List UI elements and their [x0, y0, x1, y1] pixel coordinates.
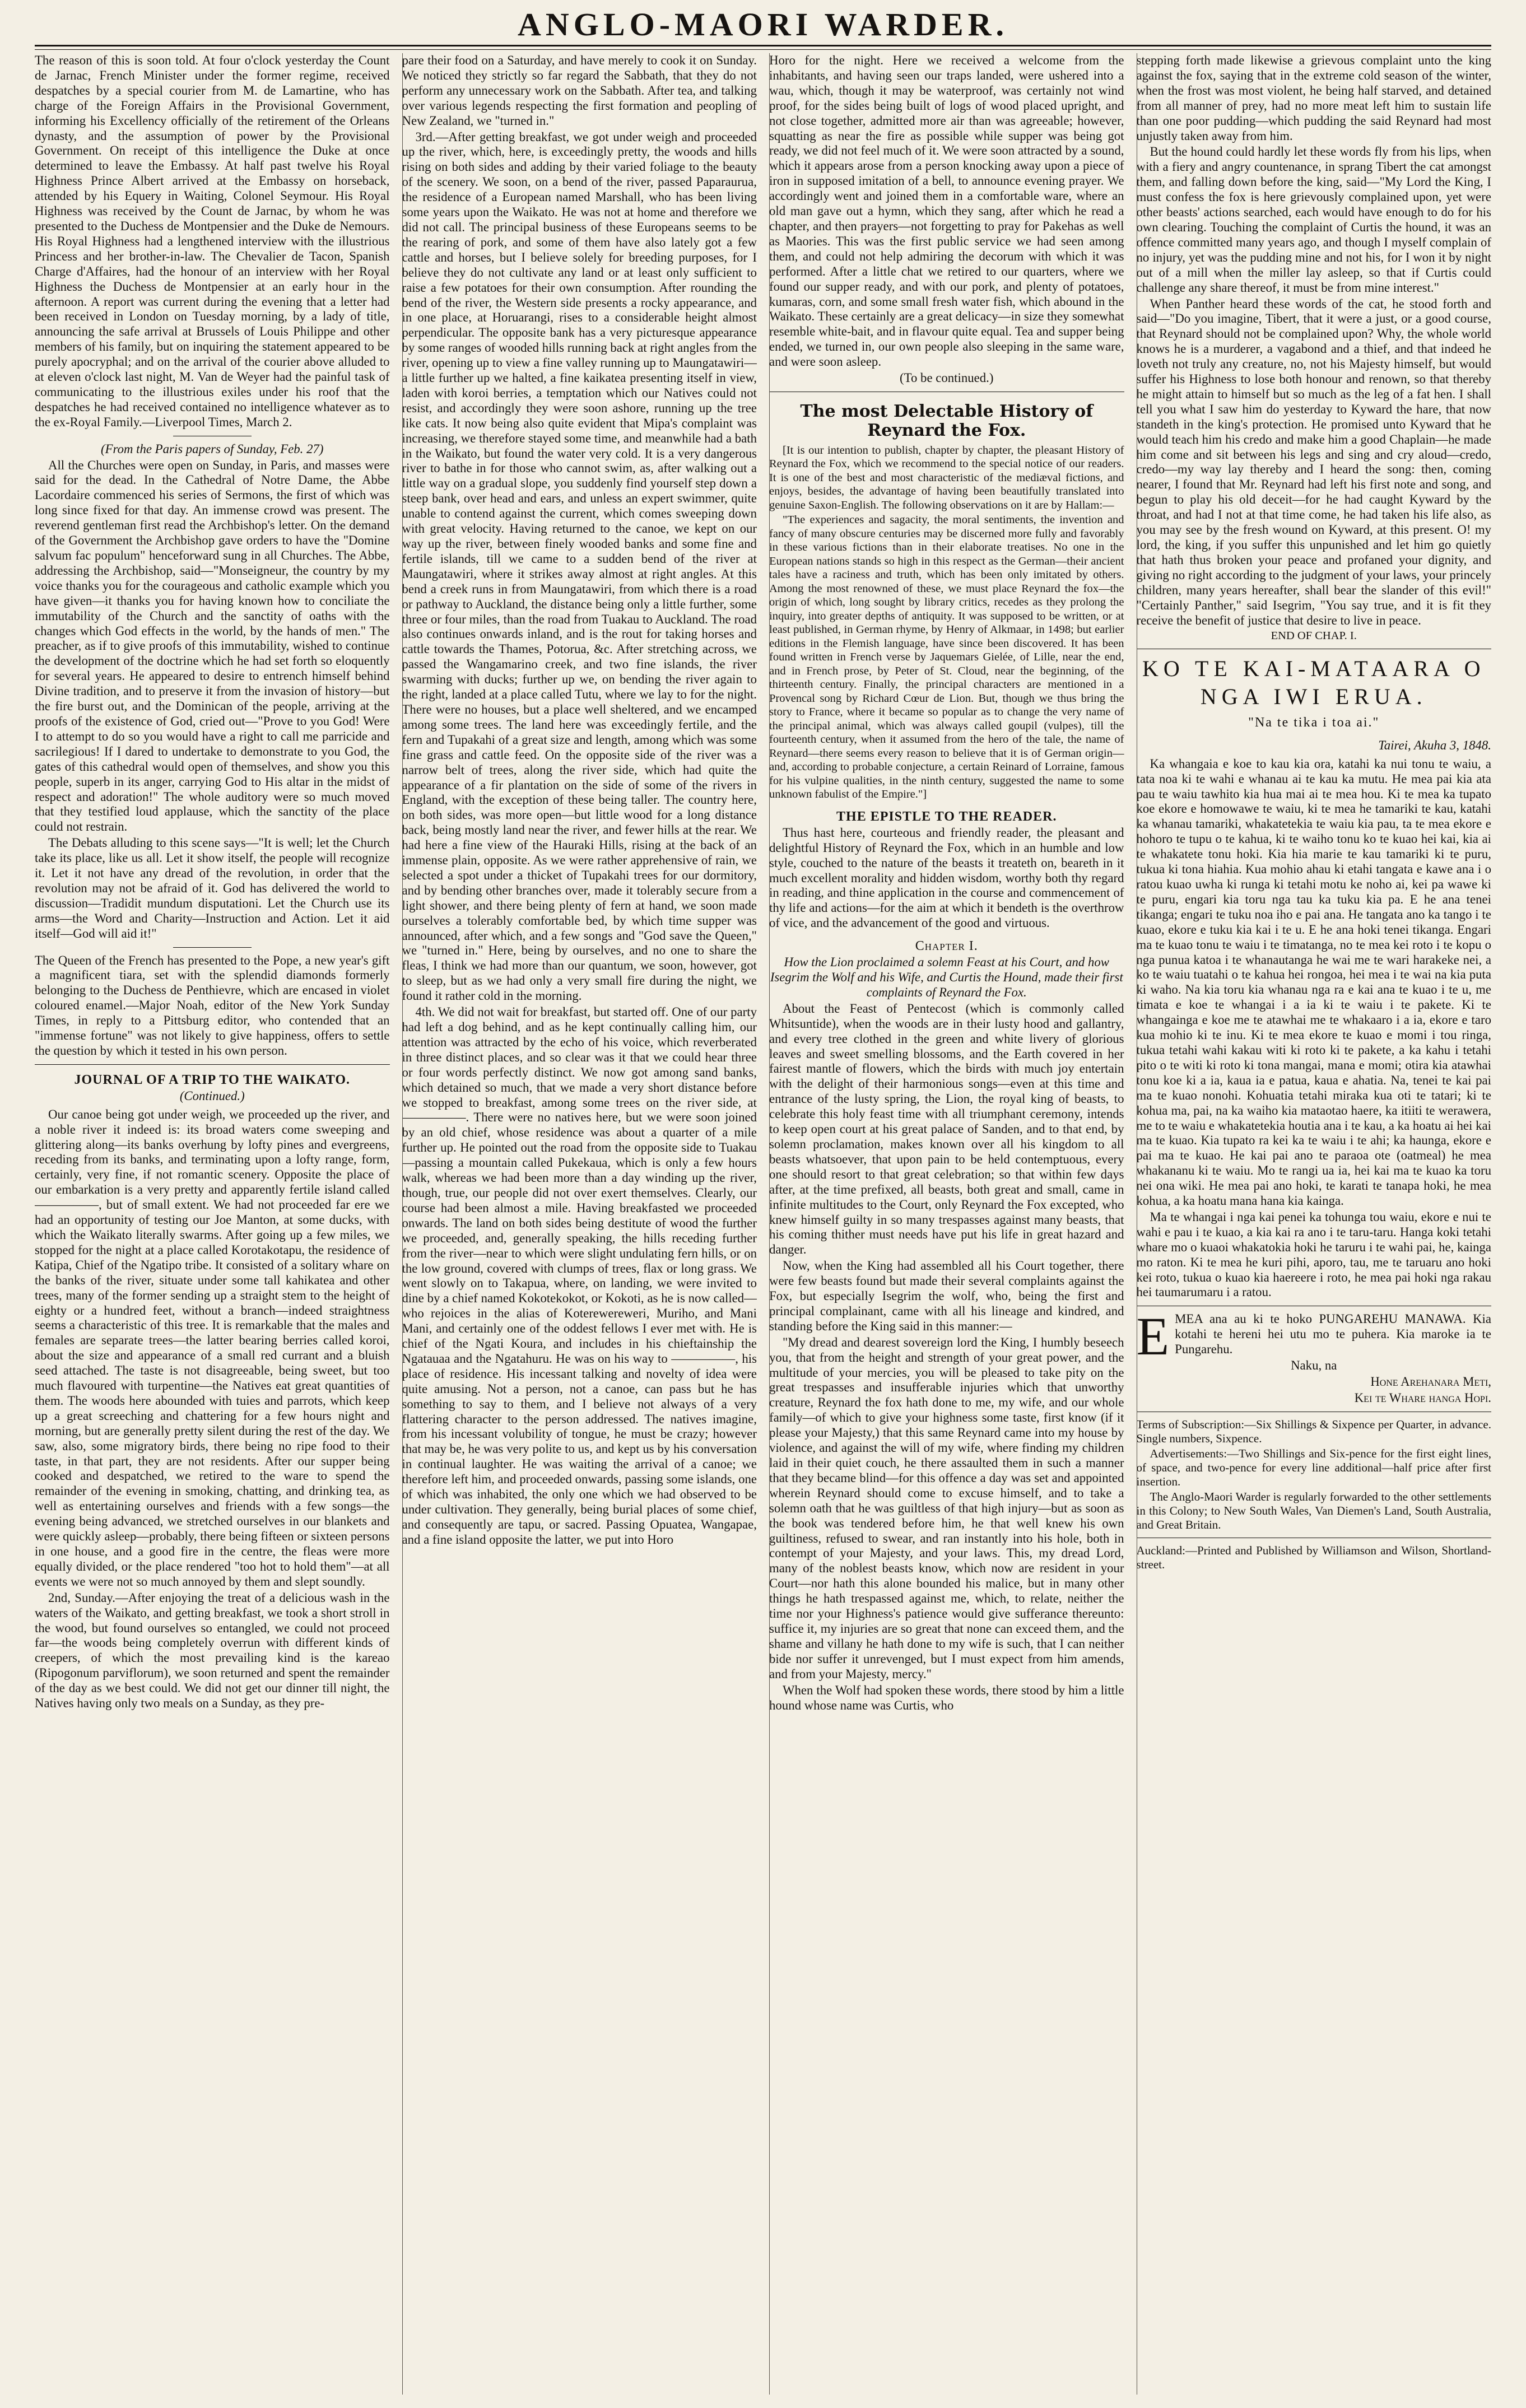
paragraph-journal-2: 2nd, Sunday.—After enjoying the treat of a delicious wash in the waters of the Waikato, and getting breakfast, we took a short stroll in the wood, but found ourselves so entangled, we could not proceed far—the woods being completely overrun with different kinds of creepers, of which the most prevailing kind is the kareao (Ripogonum parviflorum), we soon returned and spent the remainder of the day as we best could. We did not get our dinner till night, the Natives having only two meals on a Sunday, as they pre- — [35, 1590, 390, 1711]
dateline: Tairei, Akuha 3, 1848. — [1378, 738, 1491, 752]
distribution-note: The Anglo-Maori Warder is regularly forwarded to the other settlements in this Colony; to New South Wales, Van Diemen's Land, South Australia, and Great Britain. — [1136, 1489, 1491, 1531]
notice-text: MEA ana au ki te hoko PUNGAREHU MANAWA. Kia kotahi te hereni hei utu mo te puhera. Kia maroke ia te Pungarehu. — [1175, 1312, 1491, 1357]
column-1 — [35, 53, 390, 2395]
column-3 — [769, 53, 1124, 2395]
divider — [35, 1064, 390, 1065]
maori-paragraph-2: Ma te whangai i nga kai penei ka tohunga tou waiu, ekore e nui te wahi e pau i te kuao, a kia kai ra ano i te taru-taru. Hanga koki tetahi whare mo o kuaoi whakatokia hoki he taruru i te wahi pai, he, kainga mo raton. Ki te mea he kuri pihi, aporo, tau, me te taruaru ano hoki kei roto, tukua o kuao kia haereere i roto, he mea pai hoki nga rakau hei taumarumaru i a ratou. — [1136, 1209, 1491, 1300]
chapter-paragraph-4: When the Wolf had spoken these words, there stood by him a little hound whose name was Curtis, who — [769, 1683, 1124, 1712]
paragraph-queen: The Queen of the French has presented to the Pope, a new year's gift a magnificent tiara, set with the splendid diamonds formerly belonging to the Duchess de Penthievre, which are encased in violet coloured enamel.—Major Noah, editor of the New York Sunday Times, in reply to a Pittsburg editor, who contended that an "immense fortune" was not likely to give happiness, offers to settle the question by which it tested in his own person. — [35, 953, 390, 1058]
maori-motto: "Na te tika i toa ai." — [1248, 715, 1380, 730]
paragraph-journal-1: Our canoe being got under weigh, we proceeded up the river, and a noble river it indeed is: its broad waters come sweeping and glittering along—its banks overhung by lofty pines and evergreens, receding from its banks, and terminating upon a lofty range, form, certainly, very fine, if not romantic scenery. Opposite the place of our embarkation is a very pretty and apparently fertile island called —————, but of small extent. We had not proceeded far ere we had an opportunity of testing our Joe Manton, at some ducks, with which the Waikato literally swarms. After going up a few miles, we stopped for the night at a place called Korotakotapu, the residence of Katipa, Chief of the Ngatipo tribe. It consisted of a solitary whare on the banks of the river, situate under some tall kahikatea and other trees, many of the former sending up a straight stem to the height of eighty or a hundred feet, without a branch—indeed straightness seems a characteristic of this tree. It is remarkable that the males and females are separate trees—the latter bearing berries called koroi, about the size and appearance of a small red currant and a bluish seed attached. The taste is not disagreeable, being sweet, but too much flavoured with turpentine—the Natives eat great quantities of them. The woods here abounded with tuies and parrots, which keep up a great screeching and chattering for a few hours night and morning, but are generally pretty silent during the rest of the day. We saw, also, some migratory birds, there being no ripe food to their taste, in that part, they are not residents. After our supper being cooked and despatched, we retired to the ware to spend the remainder of the evening in smoking, chatting, and drinking tea, as well as entertaining ourselves and friends with a few songs—the evening being advanced, we stretched ourselves in our blankets and were quickly asleep—probably, there being fifteen or sixteen persons in one house, and a good fire in the centre, the fleas were more equally divided, or the place rendered "too hot to hold them"—at all events we were not so much annoyed by them and slept soundly. — [35, 1107, 390, 1589]
drop-cap: E — [1136, 1306, 1170, 1367]
paragraph-churches: All the Churches were open on Sunday, in Paris, and masses were said for the dead. In the Cathedral of Notre Dame, the Abbe Lacordaire commenced his series of Sermons, the first of which was long since fixed for that day. An immense crowd was present. The reverend gentleman first read the Archbishop's letter. On the demand of the Government the Archbishop gave orders to have the "Domine salvum fac populum" henceforward sung in all Churches. The Abbe, addressing the Archbishop, said—"Monseigneur, the country by my voice thanks you for the courageous and catholic example which you have given—it thanks you for having known how to conciliate the immutability of the Church and the sanctity of oaths with the changes which God effects in the world, by the hands of men." The preacher, as if to give proofs of this immutability, wished to continue the development of the doctrine which he had set forth so eloquently for several years. He appeared to desire to entrench himself behind Divine tradition, and to preserve it from the invasion of history—but the fire burst out, and the Dominican of the people, arriving at the proofs of the existence of God, cried out—"Prove to you God! Were I to attempt to do so you would have a right to call me parricide and sacrilegious! If I dared to undertake to demonstrate to you God, the gates of this cathedral would open of themselves, and show you this people, superb in its anger, carrying God to His altar in the midst of respect and adoration!" The whole auditory were so much moved that they testified loud applause, which the sanctity of the place could not restrain. — [35, 458, 390, 834]
journal-subheading: (Continued.) — [179, 1088, 245, 1103]
masthead-rule — [35, 45, 1491, 50]
notice-naku: Naku, na — [1291, 1358, 1337, 1373]
chapter-paragraph-2: Now, when the King had assembled all his Court together, there were few beasts found but made their several complaints against the Fox, but especially Isegrim the wolf, who, being the first and principal complainant, came with all his lineage and kindred, and standing before the King said in this manner:— — [769, 1259, 1124, 1333]
maori-section-heading: KO TE KAI-MATAARA O NGA IWI ERUA. — [1142, 655, 1486, 709]
masthead-title: ANGLO-MAORI WARDER. — [518, 6, 1008, 43]
paragraph-journal-6: Horo for the night. Here we received a welcome from the inhabitants, and having seen our traps landed, were ushered into a wau, which, though it may be waterproof, was certainly not wind proof, for the sides being built of logs of wood placed upright, and not close together, admitted more air than was agreeable; however, squatting as near the fire as possible while supper was being got ready, we did not feel much of it. We were soon attracted by a sound, which it appears arose from a person knocking away upon a piece of iron in supposed imitation of a bell, to announce evening prayer. We accordingly went and joined them in a comfortable ware, where an old man gave out a hymn, which they sang, after which he read a chapter, and then prayers—not forgetting to pray for Pakehas as well as Maories. This was the first public service we had seen among them, and could not help admiring the decorum with which it was performed. After a little chat we retired to our quarters, where we found our supper ready, and with our pork, and plenty of potatoes, kumaras, corn, and some small fresh water fish, which abound in the Waikato. These certainly are a great delicacy—in size they somewhat resemble white-bait, and in flavour quite equal. Tea and supper being ended, we turned in, our own people also sleeping in the same ware, and were soon asleep. — [769, 53, 1124, 369]
column-2 — [402, 53, 757, 2395]
maori-paragraph-1: Ka whangaia e koe to kau kia ora, katahi ka nui tonu te waiu, a tata noa ki te wahi e whanau ai te kau ka mutu. He mea pai kia ata pau te waiu tawhito kia hua mai ai te mea hou. Ki te mea ka tupato koe ekore e homowawe te waiu, ki te mea he tamariki te kau, katahi ka whanau tamariki, whakatetekia te waiu kia pau, ta te mea ekore e hohoro te tupu o te kahua, ki te waiho tonu ko te kuao hei kai, kia ai te whakatete tonu hoki. Kia hia marie te kau tamariki ki te puru, tukua ki tona hiahia. Kua mohio ahau ki etahi tangata e kawe ana i o ratou kuao uwha ki runga ki tetahi motu ke noho ai, kei pa wawe ki te puru, engari kia toru nga tau ka tuku kia pa. E he ana tenei tikanga; engari te tuku noa iho e pai ana. He tangata ano ka tango i te kuao, ekore e tuku kia kai i te u. E he ana hoki tenei tikanga. Engari ma te kuao tonu te waiu i te timatanga, no te mea kei roto i te kopu o nga punua katoa i te whanautanga he wai me te wari harakeke nei, a ko te waiu tuatahi o te kahua hei rongoa, hei mea i te wai na kia puta ki waho. Na kia toru kia whanau nga ra e kai ana te kuao i te u, me timata e koe te whangai i a ia ki te waiu i te pakete. Ki te whangainga e koe me te atawhai me te whakaaro i a ia, ekore e taro kua mohio ki te inu. Ki te mea ekore te kuao e momi i tou ringa, tukua tetahi wahi kakau witi ki roto ki te pakete, a ka kahu i tetahi pito o te witi ki roto ki tona mangai, mana e momi; otira kia atawhai tonu koe ki a ia, kaua ia e patua, kaua e ahatia. Na, tenei te kai pai ma te kuao nonohi. Kohuatia tetahi miraka kua oti te tatari; ki te kohua ma, pai, na ka waiho kia mataotao haere, ka itiiti te werawera, me to te waiu e whakatetekia houtia ana i te kau, a ka hoatu ai hei kai ma te kuao. Kia tupato ra kei ka te waiu i te ahi; ka haunga, ekore e pai ma te kuao. He kai pai ano te paraoa ote (oatmeal) he mea whakananu ki te waiu. Mo te rangi ua ia, hei kai ma te kuao ka toru nei ona wiki. He mea pai ano hoki, te karati te tanapa hoki, he mea kohua, a ka hoatu mana hana kia kainga. — [1136, 756, 1491, 1208]
epistle-heading: THE EPISTLE TO THE READER. — [836, 809, 1057, 824]
paragraph-journal-4: 3rd.—After getting breakfast, we got under weigh and proceeded up the river, which, here, is exceedingly pretty, the woods and hills rising on both sides and adding by their varied foliage to the beauty of the scenery. We soon, on a bend of the river, passed Paparaurua, the residence of a European named Marshall, who has been living some years upon the Waikato. He was not at home and therefore we did not call. The principal business of these Europeans seems to be the rearing of pork, and some of them have also lately got a few cattle and horses, but I believe solely for breeding purposes, for I believe they do not cultivate any land or at least only sufficient to raise a few potatoes for their own consumption. After rounding the bend of the river, the Western side presents a rocky appearance, and in one place, at Horuarangi, rises to a considerable height almost perpendicular. The opposite bank has a very picturesque appearance by some ranges of wooded hills running back at right angles from the river, opening up to view a fine valley running up to Maungatawiri—a little further up we halted, a fine kaikatea presenting itself in view, laden with koroi berries, a temptation which our Natives could not resist, and accordingly they were soon ashore, running up the tree like cats. It now being also quite evident that Mipa's complaint was increasing, we therefore stayed some time, and meanwhile had a bath in the Waikato, but found the water very cold. It is a very dangerous river to bathe in for those who cannot swim, as, after walking out a little way on a gradual slope, you suddenly find yourself step down a steep bank, over head and ears, and unless an expert swimmer, quite unable to contend against the current, which comes sweeping down with great velocity. Having returned to the canoe, we kept on our way up the river, between finely wooded banks and some fine and fertile islands, till we came to a sudden bend of the river at Maungatawiri, where it strikes away almost at right angles. At this bend a creek runs in from Maungatawiri, from which there is a road or pathway to Auckland, the distance being only a little further, some three or four miles, than the road from Tuakau to Auckland. The road also continues onwards inland, and is the rout for taking horses and cattle towards the Thames, Potorua, &c. After stretching across, we passed the Wangamarino creek, and two fine islands, the river swarming with ducks; further up we, on bending the river again to the right, landed at a place called Tutu, where we lay to for the night. There were no houses, but a place well sheltered, and we encamped among some trees. The land here was exceedingly fertile, and the fern and Tupakahi of a great size and length, among which was some fine grass and cattle feed. On the opposite side of the river was a narrow belt of trees, along the river side, which had quite the appearance of a fir plantation on the side of some of the rivers in England, with the exception of these being taller. The country here, on both sides, was more open—but little wood for a long distance back, being mostly land near the river, and fewer hills at the rear. We had here a fine view of the Hauraki Hills, rising at the back of an immense plain, opposite. As we were rather apprehensive of rain, we selected a spot under a thicket of Tupakahi trees for our dormitory, and by bending other branches over, made it tolerably secure from a light shower, and there being plenty of fern at hand, we soon made ourselves a tolerably comfortable bed, by which time supper was announced, after which, and a few songs and "God save the Queen," we "turned in." Here, being by ourselves, and no one to share the fleas, I think we had more than our quantum, we soon, however, got to sleep, but as we had only a very small fire during the night, we found it rather cold in the morning. — [402, 129, 757, 1003]
paragraph-journal-5: 4th. We did not wait for breakfast, but started off. One of our party had left a dog behind, and as he kept continually calling him, our attention was attracted by the echo of his voice, which reverberated in three distinct places, and so clear was it that we could hear three or four words perfectly distinct. We now got among sand banks, which detained so much, that we made a very short distance before we stopped to breakfast, among some trees on the river side, at —————. There were no natives here, but we were soon joined by an old chief, whose residence was about a quarter of a mile further up. He pointed out the road from the opposite side to Tuakau—passing a mountain called Pukekaua, which is only a few hours walk, whereas we had been more than a day winding up the river, though, true, our people did not over exert themselves. Clearly, our course had been almost a mile. Having breakfasted we proceeded onwards. The land on both sides being destitute of wood the further we proceeded, and, generally speaking, the hills receding further from the river—near to which were slight undulating fern hills, or on the low ground, covered with clumps of trees, flax or long grass. We went slowly on to Takapua, where, on landing, we were invited to dine by a chief named Kokotekokot, or Kokoti, as he is now called—who rejoices in the alias of Koterewereweri, Muriho, and Mani Mani, and certainly one of the oddest fellows I ever met with. He is chief of the Ngati Koura, and includes in his chieftainship the Ngatauaa and the Ngatahuru. He was on his way to —————, his place of residence. His incessant talking and novelty of idea were quite amusing. Not a person, not a canoe, can pass but he has something to say to them, and I believe not always of a very flattering character to the person addressed. The natives imagine, from his incessant volubility of tongue, he must be crazy; however that may be, he was very polite to us, and kept us by his conversation in continual laughter. He was waiting the arrival of a canoe; we therefore left him, and proceeded onwards, passing some islands, one of which was inhabited, the only one which we had observed to be under cultivation. They generally, being burial places of some chief, and consequently are tapu, or sacred. Passing Opuatea, Wangapae, and a fine island opposite the latter, we put into Horo — [402, 1005, 757, 1547]
section-heading-paris: (From the Paris papers of Sunday, Feb. 27) — [101, 441, 324, 456]
columns — [35, 53, 1491, 2395]
chapter-paragraph-6: But the hound could hardly let these words fly from his lips, when with a fiery and angry countenance, in sprang Tibert the cat amongst them, and falling down before the king, said—"My Lord the King, I must confess the fox is here grievously complained upon, yet were other beasts' actions searched, each would have enough to do for his own clearing. Touching the complaint of Curtis the hound, it was an offence committed many years ago, and though I myself complain of no injury, yet was the pudding mine and not his, for I won it by night out of a mill when the miller lay asleep, so that if Curtis could challenge any share thereof, it must be from mine interest." — [1136, 145, 1491, 295]
chapter-paragraph-1: About the Feast of Pentecost (which is commonly called Whitsuntide), when the woods are in their lusty hood and gallantry, and every tree clothed in the green and white livery of glorious leaves and sweet smelling blossoms, and the Earth covered in her fairest mantle of flowers, which the birds with much joy entertain with the delight of their harmonious songs—even at this time and entrance of the lusty spring, the Lion, the royal king of beasts, to celebrate this holy feast time with all triumphant ceremony, intends to keep open court at his great palace of Sanden, and to that end, by solemn proclamation, makes known over all his kingdom to all beasts whatsoever, that upon pain to be held contemptuous, every one should resort to that great celebration; so that within few days after, at the time prefixed, all beasts, both great and small, came in infinite multitudes to the Court, only Reynard the Fox excepted, who knew himself guilty in so many trespasses against many beasts, that his coming thither must needs have put his life in great hazard and danger. — [769, 1001, 1124, 1257]
journal-heading: JOURNAL OF A TRIP TO THE WAIKATO. — [74, 1072, 350, 1087]
paragraph-debats: The Debats alluding to this scene says—"It is well; let the Church take its place, like us all. Let it show itself, the people will recognize it. Let it not have any dread of the revolution, in order that the revolution may not be afraid of it. God has delivered the world to discussion—Tradidit mundum disputationi. Let the Church use its arms—the Word and Charity—Instruction and Action. Let it aid itself—God will aid it!" — [35, 836, 390, 940]
chapter-paragraph-7: When Panther heard these words of the cat, he stood forth and said—"Do you imagine, Tibert, that it were a just, or a good course, that Reynard should not be complained upon? Why, the whole world knows he is a murderer, a vagabond and a thief, and that indeed he loveth not truly any creature, no, not his Majesty himself, but would suffer his Highness to lose both honour and renown, so that thereby he might attain to himself but so much as the leg of a fat hen. I shall tell you what I saw him do yesterday to Kyward the hare, that now standeth in the king's protection. He promised unto Kyward that he would teach him his credo and make him a good Chaplain—he made him come and sit between his legs and sing and cry aloud—credo, credo—my way lay thereby and I heard the song: then, coming nearer, I found that Mr. Reynard had left his first note and song, and begun to play his old deceit—for he had caught Kyward by the throat, and had I not at that time come, he had taken his life also, as you may see by the fresh wound on Kyward, at this present. O! my lord, the king, if you suffer this unpunished and let him go quietly that hath thus broken your peace and profaned your dignity, and giving no right according to the judgment of your laws, your princely children, many years hereafter, shall bear the slander of this evil!" "Certainly Panther," said Isegrim, "You say true, and it is fit they receive the benefit of justice that desire to live in peace. — [1136, 296, 1491, 627]
column-4 — [1137, 53, 1492, 2395]
reynard-intro: [It is our intention to publish, chapter by chapter, the pleasant History of Reynard the Fox, which we recommend to the special notice of our readers. It is one of the best and most characteristic of the mediæval fictions, and enjoys, besides, the advantage of having been beautifully translated into genuine Saxon-English. The following observations on it are by Hallam:— — [769, 444, 1124, 511]
reynard-heading: The most Delectable History of Reynard the Fox. — [800, 401, 1094, 440]
end-of-chapter: END OF CHAP. I. — [1271, 630, 1357, 642]
paragraph-journal-3: pare their food on a Saturday, and have merely to cook it on Sunday. We noticed they strictly so far regard the Sabbath, that they do not perform any unnecessary work on the Sabbath. After tea, and talking over various legends respecting the first formation and peopling of New Zealand, we "turned in." — [402, 53, 757, 128]
epistle-text: Thus hast here, courteous and friendly reader, the pleasant and delightful History of Reynard the Fox, which in an humble and low style, couched to the nature of the beasts it treateth on, beareth in it much excellent morality and hidden wisdom, worthy both thy regard in reading, and thine application in the course and commencement of thy life and actions—for the aim at which it bendeth is the overthrow of vice, and the advancement of the good and virtuous. — [769, 825, 1124, 930]
to-be-continued: (To be continued.) — [900, 371, 994, 385]
hallam-quote: "The experiences and sagacity, the moral sentiments, the invention and fancy of many obscure centuries may be discerned more fully and favorably in these various fictions than in their elaborate treatises. No one in the European nations stands so high in this respect as the German—their ancient tales have a raciness and truth, which has been only imitated by others. Among the most renowned of these, we must place Reynard the fox—the origin of which, long sought by library critics, recedes as they prolong the inquiry, into greater depths of antiquity. It was supposed to be written, or at least published, in German rhyme, by Henry of Alkmaar, in 1498; but earlier editions in the Flemish language, have since been discovered. It has been found written in French verse by Jaquemars Gielée, of Lille, near the end, and in French prose, by Peter of St. Cloud, near the beginning, of the thirteenth century. Finally, the principal characters are mentioned in a Provencal song by Richard Cœur de Lion. But, though we thus bring the story to France, where it became so popular as to change the very name of the principal animal, which was always called goupil (vulpes), till the fourteenth century, when it assumed from the hero of the tale, the name of Reynard—there seems every reason to believe that it is of German origin—and, according to probable conjecture, a certain Reinard of Lorraine, famous for his vulpine qualities, in the ninth century, suggested the name to some unknown fabulist of the Empire."] — [769, 514, 1124, 801]
chapter-paragraph-5: stepping forth made likewise a grievous complaint unto the king against the fox, saying that in the extreme cold season of the winter, when the frost was most violent, he being half starved, and detained from all manner of prey, had no more meat left him to sustain life than one poor pudding—which pudding the said Reynard had most unjustly taken away from him. — [1136, 53, 1491, 143]
advertisement-rates: Advertisements:—Two Shillings and Six-pence for the first eight lines, of space, and two-pence for every line additional—half price after first insertion. — [1136, 1446, 1491, 1488]
notice-signature: Hone Arehanara Meti, — [1370, 1375, 1491, 1389]
paragraph-jarnac: The reason of this is soon told. At four o'clock yesterday the Count de Jarnac, French Minister under the former regime, received despatches by a special courier from M. de Lamartine, who has charge of the Foreign Affairs in the Provisional Government, informing his Excellency officially of the retirement of the Orleans dynasty, and the assumption of power by the Provisional Government. On receipt of this intelligence the Duke at once determined to leave the Embassy. At half past twelve his Royal Highness Prince Albert arrived at the Embassy on horseback, attended by his Equery in Waiting, Colonel Seymour. His Royal Highness was received by the Count de Jarnac, by whom he was presented to the Duchess de Montpensier and the Duke de Nemours. His Royal Highness had a lengthened interview with the illustrious Princess and her brother-in-law. The Chevalier de Tacon, Spanish Charge d'Affaires, had the honour of an interview with her Royal Highness the Duchess de Montpensier at an early hour in the afternoon. A report was current during the evening that a letter had been received in London on Tuesday morning, by a lady of title, announcing the safe arrival at Brussels of Louis Philippe and other members of his family, but on inquiring the statement appeared to be purely apocryphal; and on the arrival of the courier above alluded to at eleven o'clock last night, M. Van de Weyer had the painful task of communicating to the illustrious exiles under his roof that the despatches he had received contained no intelligence whatever as to the ex-Royal Family.—Liverpool Times, March 2. — [35, 53, 390, 429]
printer-imprint: Auckland:—Printed and Published by Williamson and Wilson, Shortland-street. — [1136, 1543, 1491, 1571]
subscription-terms: Terms of Subscription:—Six Shillings & Sixpence per Quarter, in advance. Single numbers, Sixpence. — [1136, 1417, 1491, 1445]
notice-signature-place: Kei te Whare hanga Hopi. — [1354, 1390, 1491, 1405]
chapter-subheading: How the Lion proclaimed a solemn Feast at his Court, and how Isegrim the Wolf and his Wife, and Curtis the Hound, made their first complaints of Reynard the Fox. — [770, 955, 1123, 999]
chapter-heading: Chapter I. — [915, 939, 978, 954]
chapter-paragraph-3: "My dread and dearest sovereign lord the King, I humbly beseech you, that from the height and strength of your great power, and the multitude of your mercies, you will be pleased to take pity on the great trespasses and insufferable injuries which that unworthy creature, Reynard the fox hath done to me, my wife, and our whole family—of which to give your highness some taste, first know (if it please your Majesty,) that this same Reynard came into my house by violence, and against the will of my wife, where finding my children laid in their quiet couch, he there assaulted them in such a manner that they became blind—for this offence a day was set and appointed wherein Reynard should come to excuse himself, and to take a solemn oath that he was guiltless of that high injury—but as soon as the book was tendered before him, he that well knew his own guiltiness, refused to swear, and ran instantly into his hole, both in contempt of your Majesty, and your laws. This, my dread Lord, many of the noblest beasts know, which now are resident in your Court—nor hath this alone bounded his malice, but in many other things he hath trespassed against me, which, to relate, neither the time nor your Highness's patience would give sufferance thereunto: suffice it, my injuries are so great that none can exceed them, and the shame and villany he hath done to my wife is such, that I can neither bide nor suffer it unrevenged, but I must expect from him amends, and from your Majesty, mercy." — [769, 1335, 1124, 1681]
divider — [173, 947, 252, 948]
